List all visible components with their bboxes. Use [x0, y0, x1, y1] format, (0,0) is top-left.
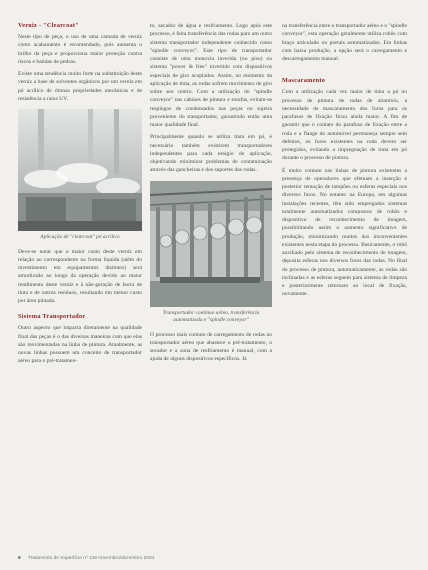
paragraph: Com a utilização cada vez maior de tinta a pó no processo de pintura de rodas de alumínio, a necessidade de mascaramento dos furos para os parafusos de fixação ficou ainda maior. A fim de garantir que o contato do parafuso de fixação entre a roda e a flange do automóvel permaneça sempre sem defeitos, os furos existentes na roda devem ser protegidos, evitando a impregnação de tinta em pó durante o processo de pintura. [282, 89, 407, 162]
paragraph: Outro aspecto que impacta diretamente na qualidade final das peças é o das diversas maneiras com que elas são movimentadas na linha de pintura. Atualmente, as novas linhas possuem um conceito de transportador aéreo para o pré-tratamen- [18, 325, 142, 365]
paragraph: Principalmente quando se utiliza tinta em pó, é necessário também existirem transportadores independentes para cada estágio de aplicação, objetivando minimizar problemas de contaminação através das gancheiras e dos suportes das rodas. [150, 134, 272, 174]
page-footer [18, 556, 154, 561]
column-2 [150, 22, 272, 368]
section-heading-transportador: Sistema Transportador [18, 313, 86, 321]
column-1 [18, 22, 142, 370]
column-3 [282, 22, 407, 303]
photo-clearcoat-application [18, 109, 142, 231]
paragraph: Existe uma tendência muito forte na substituição deste verniz a base de solventes orgânicos por um verniz em pó acrílico de ótimas propriedades mecânicas e de resistência a raios UV. [18, 71, 142, 102]
paragraph: Neste tipo de peça, o uso de uma camada de verniz como acabamento é recomendado, pois aumenta o brilho da peça e proporciona maior proteção contra riscos e batidas de pedras. [18, 34, 142, 65]
paragraph: É muito comum nas linhas de pintura existentes a presença de operadores que efetuam a inserção e posterior remoção de tampões ou esferas especiais nos diversos furos. No entanto na Europa, em algumas instalações recentes, têm sido empregados sistemas totalmente automatizados compostos de robôs e dispositivo de reconhecimento de imagem, possibilitando assim o aumento significativo de produção, minimizando muitos dos inconvenientes existentes nesta etapa do processo. Basicamente, o robô auxiliado pelo sistema de reconhecimento de imagem, deposita esferas nos diversos furos das rodas. No final do processo de pintura, automaticamente, as rodas são inclinadas e as esferas seguem para sistema de limpeza e posteriormente retornam ao local de fixação, novamente. [282, 167, 407, 298]
paragraph: to, secador de água e resfriamento. Logo após este processo, é feita transferência das rodas para um outro sistema transportador independente conhecido como "spindle conveyor". Este tipo de transportador consiste de uma monovia inverida (no piso) ou sistema "power & free" invertido com dispositivos especiais de giro acoplados. Assim, no momento da aplicação de tinta, as rodas sofrem movimento de giro sobre seu centro. Com a utilização do "spindle conveyor" nas cabines de pintura e estufas, evitam-se respingos de condensados nas peças ou sujeira proveniente do transportador, garantindo então uma maior qualidade final. [150, 23, 272, 128]
page-number: 8 [18, 556, 21, 561]
figure-caption: Transportador contínuo aéreo, transferência automatizada e "spindle conveyor" [162, 309, 260, 323]
paragraph: na transferência entre o transportador aéreo e o "spindle conveyor", esta operação geralmente utiliza robôs com braço articulado ou portais automatizados. Em linhas com baixa produção, a opção será o carregamento e descarregamento manual. [282, 23, 407, 62]
conveyor-image [150, 181, 272, 307]
paragraph: Deve-se notar que o maior custo deste verniz em relação ao correspondente na forma líquida (além do investimento em equipamentos distintos) será amortizado ao longo da operação devido ao maior rendimento deste verniz e à não-geração de borra de tinta e de outros resíduos, resultando em menor custo por área pintada. [18, 248, 142, 304]
footer-text: Tratamento de Superfície nº 128 novembro/dezembro 2004 [27, 556, 155, 561]
paragraph: O processo mais comum de carregamento de rodas no transportador aéreo que abastece o pré-tratamento, o secador e a zona de resfriamento é manual, com a ajuda de alguns dispositivos específicos. Já [150, 331, 272, 363]
section-heading-verniz: Verniz - "Clearcoat" [18, 22, 79, 29]
section-heading-mascaramento: Mascaramento [282, 77, 326, 85]
spray-booth-image [18, 109, 142, 231]
photo-conveyor [150, 181, 272, 307]
figure-caption: Aplicação de "clearcoat" pó acrílico [40, 234, 120, 240]
